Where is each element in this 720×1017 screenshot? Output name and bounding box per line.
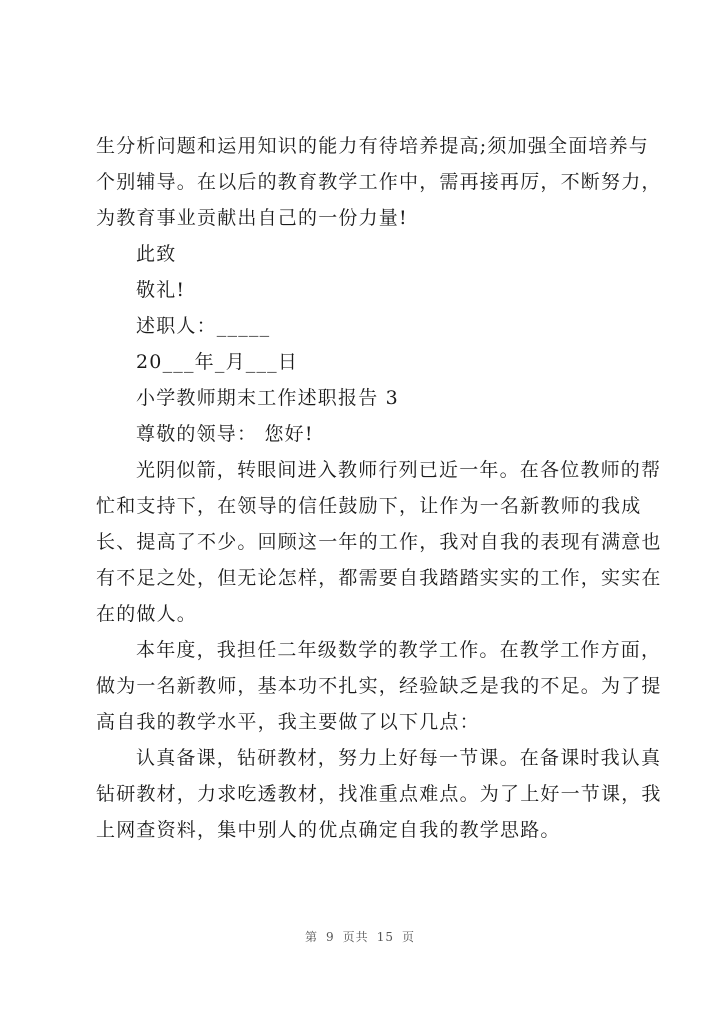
text-line: 本年度，我担任二年级数学的教学工作。在教学工作方面， xyxy=(136,639,662,661)
text-line: 长、提高了不少。回顾这一年的工作，我对自我的表现有满意也 xyxy=(96,531,662,553)
text-line: 此致 xyxy=(136,243,177,265)
footer-prefix: 第 xyxy=(305,930,319,944)
text-line: 尊敬的领导： 您好! xyxy=(136,423,314,445)
text-line: 生分析问题和运用知识的能力有待培养提高;须加强全面培养与 xyxy=(96,135,650,157)
text-line: 有不足之处，但无论怎样，都需要自我踏踏实实的工作，实实在 xyxy=(96,567,662,589)
text-line: 光阴似箭，转眼间进入教师行列已近一年。在各位教师的帮 xyxy=(136,459,662,481)
text-line: 忙和支持下，在领导的信任鼓励下，让作为一名新教师的我成 xyxy=(96,495,642,517)
text-line: 敬礼! xyxy=(136,279,186,301)
footer-suffix: 页 xyxy=(401,930,415,944)
text-line: 20___年_月___日 xyxy=(136,351,299,373)
footer-page-number: 9 xyxy=(326,930,335,944)
text-line: 钻研教材，力求吃透教材，找准重点难点。为了上好一节课，我 xyxy=(96,783,662,805)
text-line: 做为一名新教师，基本功不扎实，经验缺乏是我的不足。为了提 xyxy=(96,675,662,697)
page-footer xyxy=(0,928,720,945)
text-line: 为教育事业贡献出自己的一份力量! xyxy=(96,207,408,229)
text-line: 上网查资料，集中别人的优点确定自我的教学思路。 xyxy=(96,819,561,841)
footer-total-pages: 15 xyxy=(376,930,394,944)
text-line: 认真备课，钻研教材，努力上好每一节课。在备课时我认真 xyxy=(136,747,662,769)
document-body xyxy=(96,128,662,848)
text-line: 高自我的教学水平，我主要做了以下几点： xyxy=(96,711,480,733)
footer-middle: 页共 xyxy=(342,930,369,944)
text-line: 个别辅导。在以后的教育教学工作中，需再接再厉，不断努力， xyxy=(96,171,662,193)
text-line: 小学教师期末工作述职报告 3 xyxy=(136,387,399,409)
text-line: 述职人：_____ xyxy=(136,315,271,337)
text-line: 在的做人。 xyxy=(96,603,198,625)
